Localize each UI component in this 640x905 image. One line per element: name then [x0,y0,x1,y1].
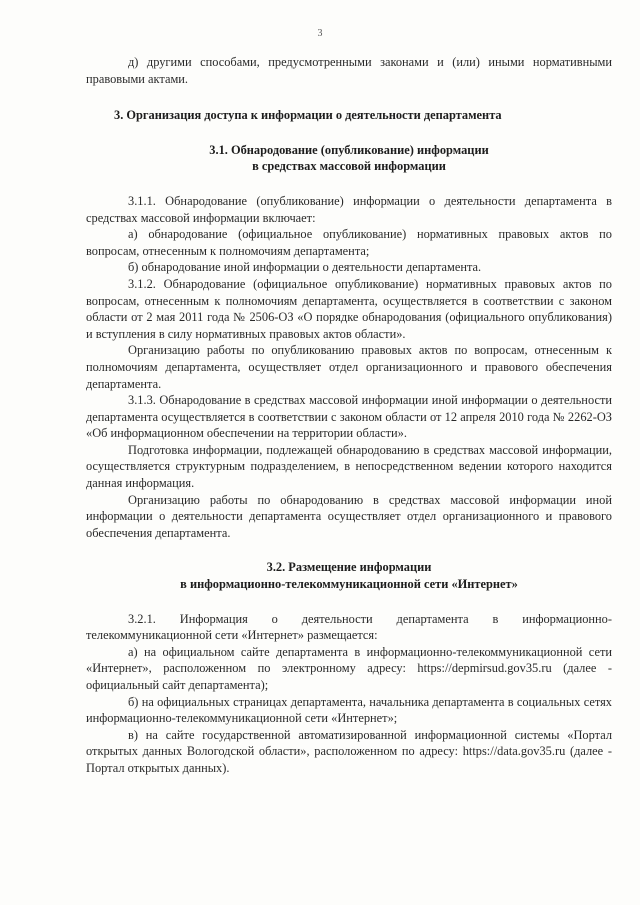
paragraph-3-2-1: 3.2.1. Информация о деятельности департамента в информационно-телекоммуникационной сети «Интернет» размещается: [86,611,612,643]
intro-paragraph: д) другими способами, предусмотренными законами и (или) иными нормативными правовыми актами. [86,55,612,86]
paragraph-3-2-1-b: б) на официальных страницах департамента, начальника департамента в социальных сетях информационно-телекоммуникационной сети «Интернет»; [86,694,612,726]
subsection-3-1-heading-line2: в средствах массовой информации [252,159,446,174]
paragraph-3-1-2: 3.1.2. Обнародование (официальное опубликование) нормативных правовых актов по вопросам, отнесенным к полномочиям департамента, осуществляется в соответствии с законом области от 2 мая 2011 года № 2506-ОЗ «О порядке обнародования (официального опубликования) и вступления в силу нормативных правовых актов области». [86,276,612,341]
page-number: 3 [317,28,323,39]
paragraph-3-1-1-b: б) обнародование иной информации о деятельности департамента. [128,260,482,275]
subsection-3-1-heading-line1: 3.1. Обнародование (опубликование) информации [209,142,489,157]
subsection-3-2-heading [86,559,612,592]
subsection-3-2-heading-line1: 3.2. Размещение информации [266,560,432,575]
paragraph-3-1-3: 3.1.3. Обнародование в средствах массовой информации иной информации о деятельности департамента осуществляется в соответствии с законом области от 12 апреля 2010 года № 2262-ОЗ «Об информационном обеспечении на территории области». [86,393,612,441]
paragraph-3-2-1-c: в) на сайте государственной автоматизированной информационной системы «Портал открытых данных Вологодской области», расположенном по адресу: https://data.gov35.ru (далее - Портал открытых данных). [86,727,612,775]
paragraph-3-2-1-a: а) на официальном сайте департамента в информационно-телекоммуникационной сети «Интернет», расположенном по электронному адресу: https://depmirsud.gov35.ru (далее - официальный сайт департамента); [86,644,612,692]
paragraph-3-1-1-a: а) обнародование (официальное опубликование) нормативных правовых актов по вопросам, отнесенным к полномочиям департамента; [86,227,612,258]
subsection-3-1-heading [86,142,612,175]
paragraph-3-1-3-prep: Подготовка информации, подлежащей обнародованию в средствах массовой информации, осуществляется структурным подразделением, в непосредственном ведении которого находится данная информация. [86,442,612,491]
paragraph-3-1-1: 3.1.1. Обнародование (опубликование) информации о деятельности департамента в средствах массовой информации включает: [86,193,612,225]
section-3-heading: 3. Организация доступа к информации о деятельности департамента [114,108,502,123]
document-body [86,54,612,777]
subsection-3-2-heading-line2: в информационно-телекоммуникационной сети «Интернет» [180,577,518,592]
paragraph-3-1-3-org: Организацию работы по обнародованию в средствах массовой информации иной информации о деятельности департамента осуществляет отдел организационного и правового обеспечения департамента. [86,492,612,540]
paragraph-3-1-2-org: Организацию работы по опубликованию правовых актов по вопросам, отнесенным к полномочиям департамента, осуществляет отдел организационного и правового обеспечения департамента. [86,343,612,391]
